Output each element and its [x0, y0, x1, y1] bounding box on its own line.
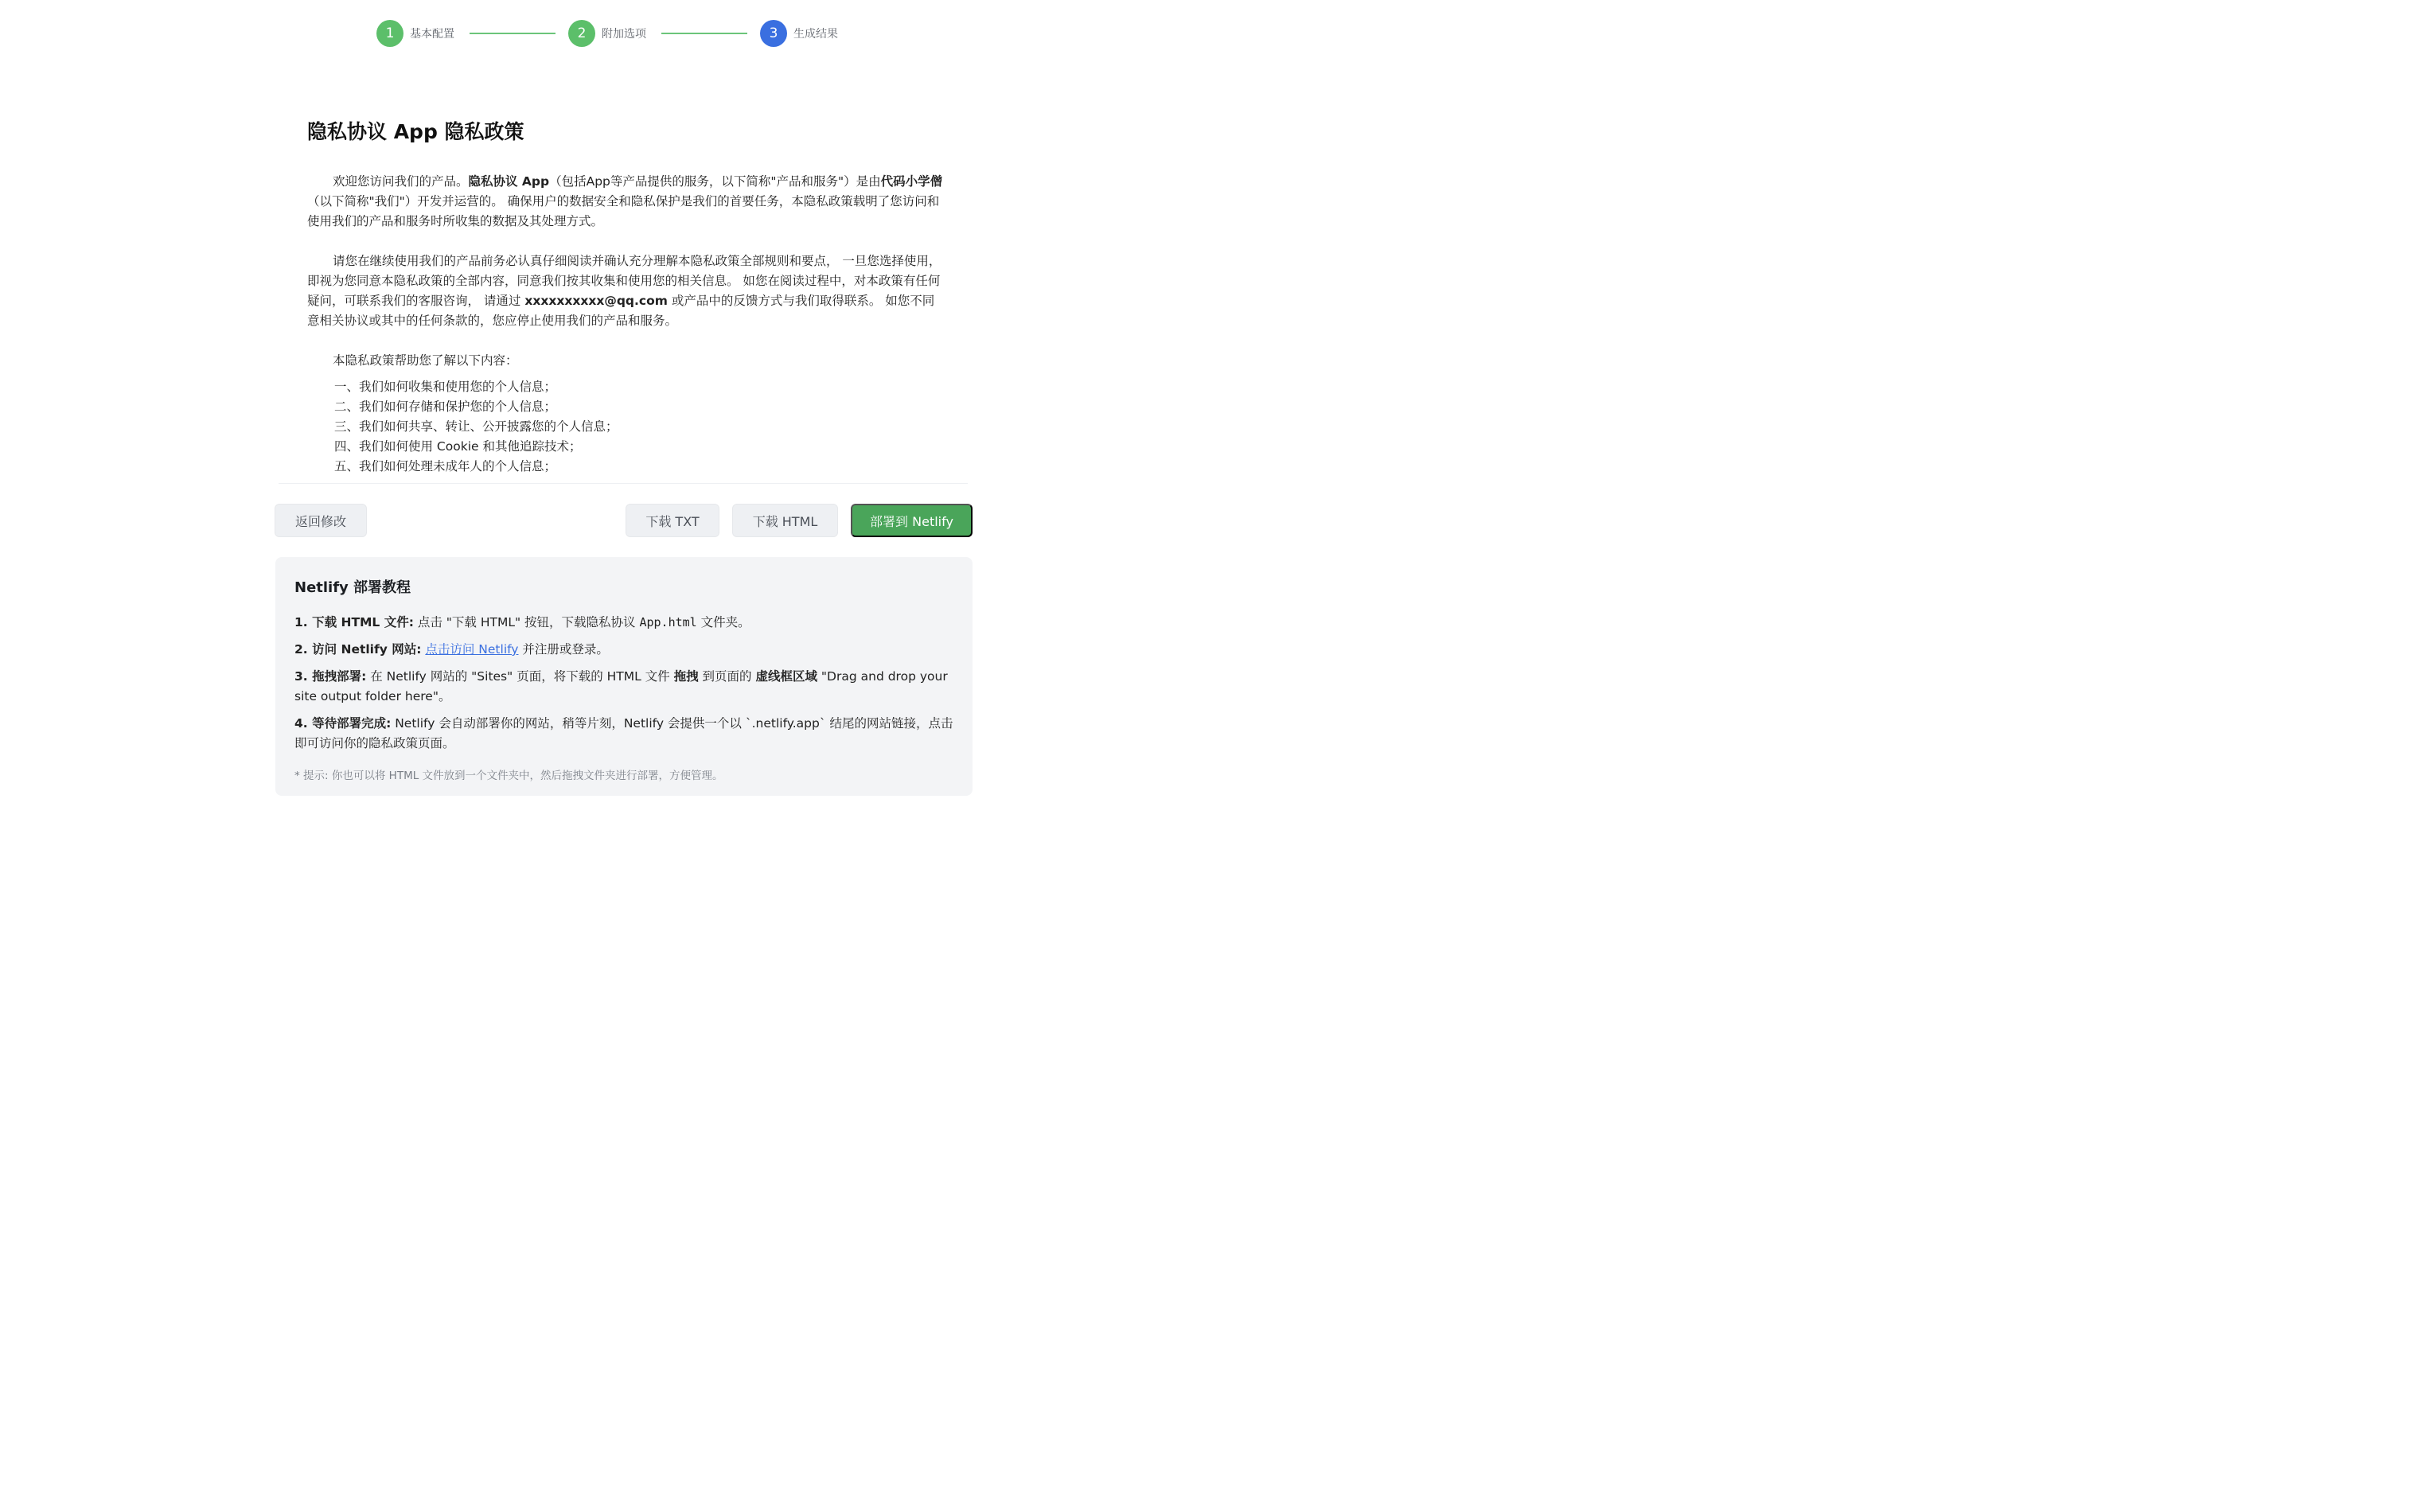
step-2[interactable]: [568, 19, 646, 48]
download-html-button[interactable]: 下载 HTML: [732, 504, 838, 537]
policy-title: 隐私协议 App 隐私政策: [307, 120, 524, 143]
step-3[interactable]: [760, 19, 838, 48]
toc-item: 三、我们如何共享、转让、公开披露您的个人信息；: [334, 419, 618, 434]
policy-consent-paragraph: 请您在继续使用我们的产品前务必认真仔细阅读并确认充分理解本隐私政策全部规则和要点， 一旦您选择使用，即视为您同意本隐私政策的全部内容，同意我们按其收集和使用您的相关信息。 如您在阅读过程中，对本政策有任何疑问，可联系我们的客服咨询， 请通过 xxxxxxxxxx@qq.com 或产品中的反馈方式与我们取得联系。 如您不同意相关协议或其中的任何条款的，您应停止使用我们的产品和服务。: [307, 254, 941, 328]
download-txt-button[interactable]: 下载 TXT: [626, 504, 719, 537]
step-2-label: 附加选项: [602, 28, 646, 41]
policy-intro-paragraph: 欢迎您访问我们的产品。隐私协议 App（包括App等产品提供的服务，以下简称"产品和服务"）是由代码小学僧（以下简称"我们"）开发并运营的。 确保用户的数据安全和隐私保护是我们的首要任务，本隐私政策载明了您访问和使用我们的产品和服务时所收集的数据及其处理方式。: [307, 174, 943, 228]
step-1-number: 1: [376, 20, 403, 47]
app-name: 隐私协议 App: [468, 174, 550, 189]
toc-item: 二、我们如何存储和保护您的个人信息；: [334, 399, 557, 414]
step-1-label: 基本配置: [410, 28, 454, 41]
divider: [279, 483, 968, 484]
step-2-number: 2: [568, 20, 595, 47]
step-connector: [661, 33, 747, 34]
deploy-netlify-button[interactable]: 部署到 Netlify: [851, 504, 973, 537]
netlify-tutorial: [275, 557, 973, 796]
tutorial-title: Netlify 部署教程: [294, 579, 411, 596]
toc-item: 五、我们如何处理未成年人的个人信息；: [334, 459, 557, 473]
step-connector: [470, 33, 555, 34]
company-name: 代码小学僧: [880, 174, 943, 189]
back-edit-button[interactable]: 返回修改: [275, 504, 367, 537]
contact-email: xxxxxxxxxx@qq.com: [524, 294, 668, 308]
policy-preview: [307, 111, 944, 477]
step-3-number: 3: [760, 20, 787, 47]
tutorial-step-4: 4. 等待部署完成: Netlify 会自动部署你的网站，稍等片刻，Netlify 会提供一个以 `.netlify.app` 结尾的网站链接，点击即可访问你的隐私政策页面。: [294, 716, 953, 750]
netlify-link[interactable]: 点击访问 Netlify: [425, 642, 519, 657]
toc-item: 四、我们如何使用 Cookie 和其他追踪技术；: [334, 439, 582, 454]
tutorial-step-1: 1. 下载 HTML 文件: 点击 "下载 HTML" 按钮，下载隐私协议 App.html 文件夹。: [294, 615, 750, 629]
tutorial-step-2: 2. 访问 Netlify 网站: 点击访问 Netlify 并注册或登录。: [294, 642, 609, 657]
tutorial-tip: * 提示: 你也可以将 HTML 文件放到一个文件夹中，然后拖拽文件夹进行部署，方便管理。: [294, 770, 723, 782]
tutorial-step-3: 3. 拖拽部署: 在 Netlify 网站的 "Sites" 页面，将下载的 HTML 文件 拖拽 到页面的 虚线框区域 "Drag and drop your site output folder here"。: [294, 669, 948, 703]
toc-list: [307, 377, 944, 477]
step-3-label: 生成结果: [793, 28, 838, 41]
stepper: [0, 19, 1248, 48]
toc-lead: 本隐私政策帮助您了解以下内容：: [333, 353, 518, 368]
toc-item: 一、我们如何收集和使用您的个人信息；: [334, 380, 557, 394]
step-1[interactable]: [376, 19, 454, 48]
